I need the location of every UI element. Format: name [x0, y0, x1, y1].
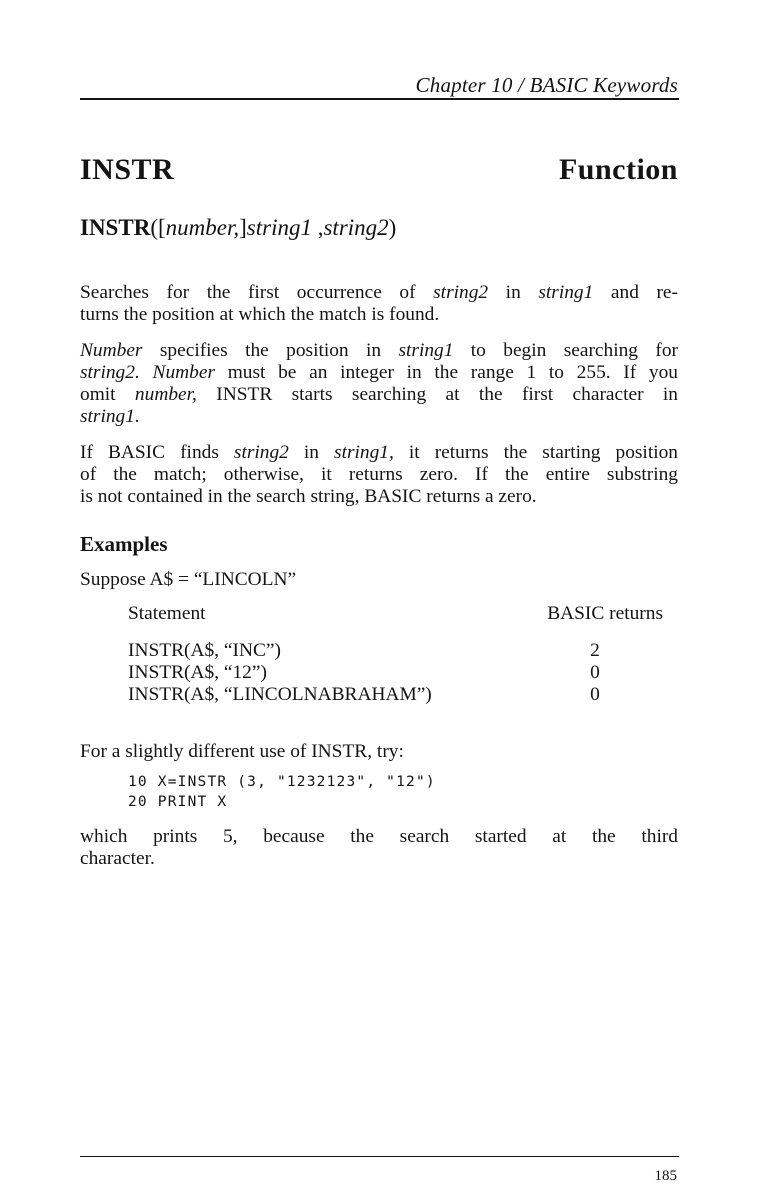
- paragraph-line: Searches for the first occurrence of string2 in string1 and re-: [80, 282, 679, 303]
- examples-heading: Examples: [80, 532, 168, 556]
- syntax-close: ): [388, 215, 397, 240]
- paragraph-line: string2. Number must be an integer in the range 1 to 255. If you: [80, 362, 678, 383]
- table-row: [128, 684, 663, 706]
- keyword-type: Function: [558, 153, 678, 186]
- table-cell-statement: INSTR(A$, “INC”): [128, 640, 281, 661]
- result-paragraph: [80, 826, 678, 870]
- paragraph-line: string1.: [80, 406, 140, 427]
- paragraph-line: omit number, INSTR starts searching at the first character in: [80, 384, 679, 405]
- footer-rule: [80, 1156, 679, 1157]
- paragraph-line: turns the position at which the match is found.: [80, 304, 440, 325]
- syntax-keyword: INSTR: [80, 215, 151, 240]
- paragraph-line: Number specifies the position in string1 to begin searching for: [80, 340, 678, 361]
- running-head: Chapter 10 / BASIC Keywords: [415, 73, 678, 97]
- table-row: [128, 662, 663, 684]
- syntax-arg-string2: string2: [323, 215, 389, 240]
- table-row: [128, 640, 663, 662]
- table-cell-statement: INSTR(A$, “LINCOLNABRAHAM”): [128, 684, 432, 705]
- page-number: 185: [654, 1168, 677, 1184]
- keyword-title-row: [80, 150, 678, 190]
- paragraph-line: is not contained in the search string, BASIC returns a zero.: [80, 486, 537, 507]
- keyword-title: INSTR: [80, 153, 175, 186]
- syntax-bracket-close: ]: [239, 215, 247, 240]
- syntax-line: [80, 212, 396, 244]
- example-setup: Suppose A$ = “LINCOLN”: [80, 569, 297, 590]
- syntax-separator: ,: [311, 215, 324, 240]
- syntax-arg-number: number,: [165, 215, 240, 240]
- paragraph-line: character.: [80, 848, 155, 869]
- code-intro: For a slightly different use of INSTR, try:: [80, 741, 404, 762]
- code-block: [128, 772, 436, 812]
- description-paragraph-3: [80, 442, 678, 508]
- table-cell-statement: INSTR(A$, “12”): [128, 662, 267, 683]
- description-paragraph-2: [80, 340, 678, 428]
- paragraph-line: of the match; otherwise, it returns zero. If the entire substring: [80, 464, 678, 485]
- description-paragraph-1: [80, 282, 678, 326]
- table-cell-returns: 0: [590, 684, 600, 705]
- code-line: 10 X=INSTR (3, "1232123", "12"): [128, 774, 436, 790]
- header-rule: [80, 98, 679, 100]
- paragraph-line: If BASIC finds string2 in string1, it returns the starting position: [80, 442, 678, 463]
- table-cell-returns: 2: [590, 640, 600, 661]
- paragraph-line: which prints 5, because the search started at the third: [80, 826, 678, 847]
- code-line: 20 PRINT X: [128, 794, 228, 810]
- table-cell-returns: 0: [590, 662, 600, 683]
- syntax-arg-string1: string1: [246, 215, 312, 240]
- table-header-returns: BASIC returns: [547, 603, 663, 624]
- table-header-statement: Statement: [128, 603, 206, 624]
- syntax-open: ([: [150, 215, 166, 240]
